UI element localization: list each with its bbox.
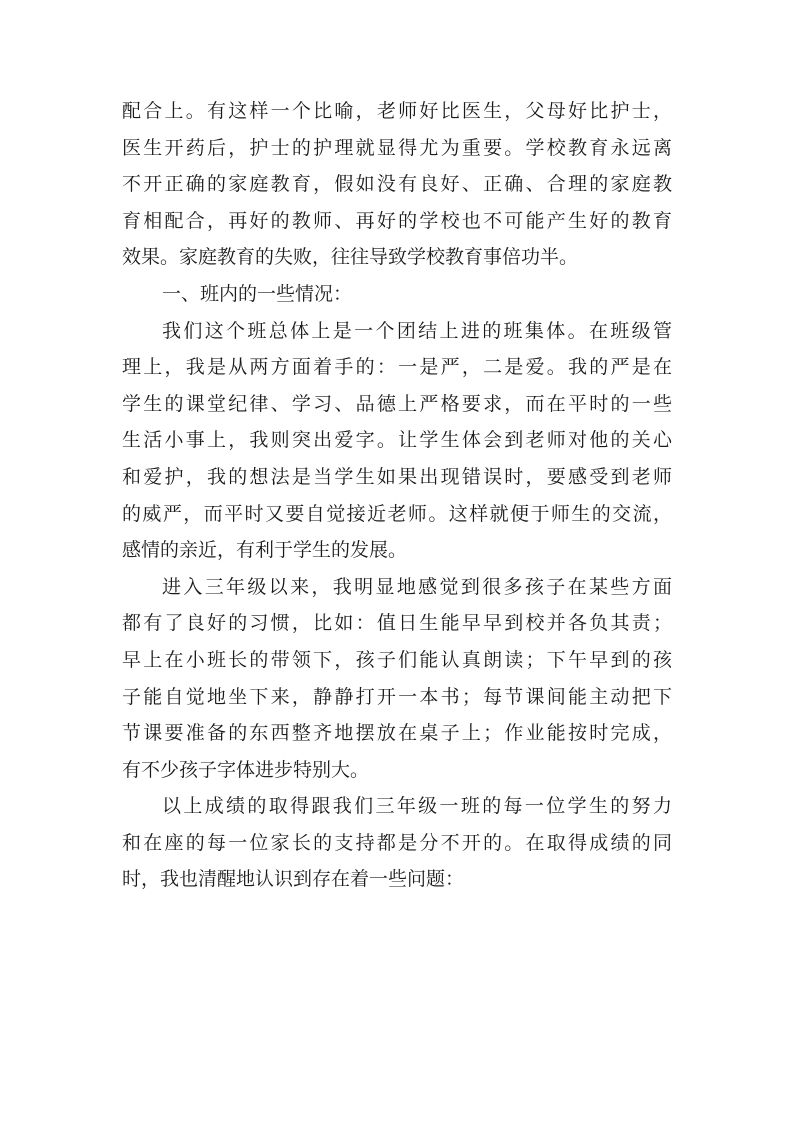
text-line: 和在座的每一位家长的支持都是分不开的。在取得成绩的同 <box>122 831 672 854</box>
text-line: 医生开药后，护士的护理就显得尤为重要。学校教育永远离 <box>122 136 672 159</box>
text-line: 早上在小班长的带领下，孩子们能认真朗读；下午早到的孩 <box>122 648 672 671</box>
text-line: 效果。家庭教育的失败，往往导致学校教育事倍功半。 <box>122 246 579 269</box>
text-line: 节课要准备的东西整齐地摆放在桌子上；作业能按时完成， <box>122 722 672 745</box>
text-line: 时，我也清醒地认识到存在着一些问题： <box>122 868 465 891</box>
text-line: 的威严，而平时又要自觉接近老师。这样就便于师生的交流， <box>122 502 672 525</box>
text-line: 以上成绩的取得跟我们三年级一班的每一位学生的努力 <box>162 795 672 818</box>
text-line: 进入三年级以来，我明显地感觉到很多孩子在某些方面 <box>162 575 672 598</box>
text-line: 学生的课堂纪律、学习、品德上严格要求，而在平时的一些 <box>122 392 672 415</box>
text-line: 配合上。有这样一个比喻，老师好比医生，父母好比护士， <box>122 100 672 122</box>
text-line: 我们这个班总体上是一个团结上进的班集体。在班级管 <box>162 319 672 342</box>
text-line: 都有了良好的习惯，比如：值日生能早早到校并各负其责； <box>122 612 672 635</box>
text-line: 育相配合，再好的教师、再好的学校也不可能产生好的教育 <box>122 209 672 232</box>
text-line: 一、班内的一些情况： <box>162 282 353 305</box>
text-line: 不开正确的家庭教育，假如没有良好、正确、合理的家庭教 <box>122 173 672 196</box>
body-text <box>122 93 672 898</box>
text-line: 理上，我是从两方面着手的：一是严，二是爱。我的严是在 <box>122 356 672 379</box>
text-line: 和爱护，我的想法是当学生如果出现错误时，要感受到老师 <box>122 465 672 488</box>
text-line: 有不少孩子字体进步特别大。 <box>122 758 370 781</box>
text-line: 子能自觉地坐下来，静静打开一本书；每节课间能主动把下 <box>122 685 672 708</box>
text-line: 感情的亲近，有利于学生的发展。 <box>122 539 408 562</box>
text-line: 生活小事上，我则突出爱字。让学生体会到老师对他的关心 <box>122 429 672 452</box>
